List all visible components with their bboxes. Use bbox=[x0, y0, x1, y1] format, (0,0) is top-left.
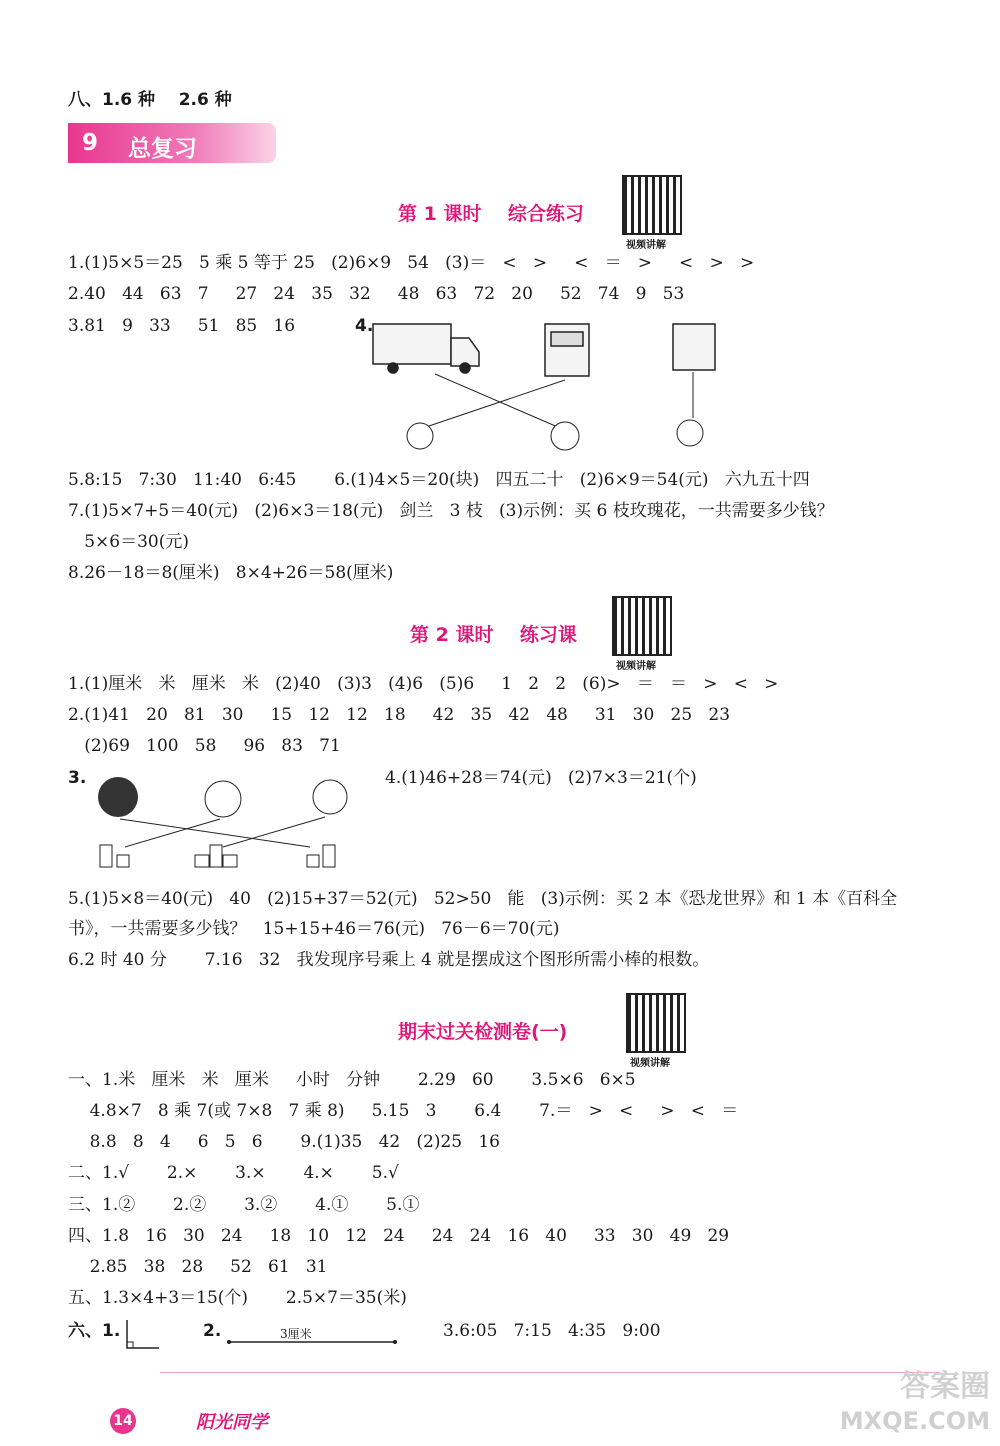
exam-1b: 4.8×7 8 乘 7(或 7×8 7 乘 8) 5.15 3 6.4 7.＝ > < > < ＝ bbox=[68, 1101, 739, 1121]
page-number: 14 bbox=[110, 1408, 136, 1434]
qr-code-icon-3[interactable] bbox=[626, 993, 686, 1053]
l2-q6-7: 6.2 时 40 分 7.16 32 我发现序号乘上 4 就是摆成这个图形所需小棒的根数。 bbox=[68, 950, 710, 970]
l1-q3: 3.81 9 33 51 85 16 bbox=[68, 316, 296, 336]
qr-code-icon-2[interactable] bbox=[612, 596, 672, 656]
line-segment-figure bbox=[225, 1322, 400, 1352]
section-number: 9 bbox=[82, 130, 99, 156]
section-title: 总复习 bbox=[128, 136, 197, 162]
block-views bbox=[100, 845, 335, 867]
section-banner bbox=[68, 123, 276, 163]
footer-divider bbox=[160, 1372, 940, 1373]
l1-q5-6: 5.8:15 7:30 11:40 6:45 6.(1)4×5＝20(块) 四五二十 (2)6×9＝54(元) 六九五十四 bbox=[68, 470, 810, 490]
exam-1: 一、1.米 厘米 米 厘米 小时 分钟 2.29 60 3.5×6 6×5 bbox=[68, 1070, 636, 1090]
exam-3: 三、1.② 2.② 3.② 4.① 5.① bbox=[68, 1195, 420, 1215]
brand-logo: 阳光同学 bbox=[196, 1412, 268, 1433]
exam-2: 二、1.√ 2.× 3.× 4.× 5.√ bbox=[68, 1163, 399, 1183]
l2-q1: 1.(1)厘米 米 厘米 米 (2)40 (3)3 (4)6 (5)6 1 2 2 (6)> ＝ ＝ > < > bbox=[68, 674, 779, 694]
l2-q5: 5.(1)5×8＝40(元) 40 (2)15+37＝52(元) 52>50 能 (3)示例：买 2 本《恐龙世界》和 1 本《百科全 bbox=[68, 889, 898, 909]
qr-label-3: 视频讲解 bbox=[630, 1058, 670, 1069]
box-truck-icon bbox=[373, 324, 479, 373]
qr-label: 视频讲解 bbox=[626, 240, 666, 251]
girl-face-icon bbox=[551, 422, 579, 450]
l2-q5-cont: 书》，一共需要多少钱？ 15+15+46＝76(元) 76－6＝70(元) bbox=[68, 919, 560, 939]
exam-6-3: 3.6:05 7:15 4:35 9:00 bbox=[443, 1321, 661, 1341]
watermark-line2: MXQE.COM bbox=[839, 1407, 990, 1435]
l1-q7-cont: 5×6＝30(元) bbox=[68, 532, 189, 552]
exam-1c: 8.8 8 4 6 5 6 9.(1)35 42 (2)25 16 bbox=[68, 1132, 500, 1152]
exam-4b: 2.85 38 28 52 61 31 bbox=[68, 1257, 328, 1277]
boy-face-icon-3 bbox=[313, 780, 347, 814]
l1-q7: 7.(1)5×7+5＝40(元) (2)6×3＝18(元) 剑兰 3 枝 (3)示例：买 6 枝玫瑰花，一共需要多少钱？ bbox=[68, 501, 834, 521]
boy-face-icon-2 bbox=[677, 420, 703, 446]
girl-face-icon-3 bbox=[205, 781, 241, 817]
boy-face-icon bbox=[407, 423, 433, 449]
watermark-line1: 答案圈 bbox=[900, 1369, 990, 1404]
truck-rear-icon bbox=[673, 324, 715, 370]
back-head-icon bbox=[98, 777, 138, 817]
watermark bbox=[840, 1370, 990, 1438]
exam-4: 四、1.8 16 30 24 18 10 12 24 24 24 16 40 33 30 49 29 bbox=[68, 1226, 730, 1246]
truck-matching-figure bbox=[365, 318, 765, 458]
right-angle-icon bbox=[125, 1318, 165, 1358]
ruler-label: 3厘米 bbox=[280, 1327, 312, 1341]
qr-label-2: 视频讲解 bbox=[616, 661, 656, 672]
lesson1-title: 第 1 课时 综合练习 bbox=[398, 203, 584, 225]
lesson2-title: 第 2 课时 练习课 bbox=[410, 624, 577, 646]
exam-6-2: 2. bbox=[203, 1321, 222, 1341]
l1-q4-label: 4. bbox=[355, 316, 374, 336]
l1-q1: 1.(1)5×5＝25 5 乘 5 等于 25 (2)6×9 54 (3)＝ < > < ＝ > < > > bbox=[68, 253, 755, 273]
l1-q2: 2.40 44 63 7 27 24 35 32 48 63 72 20 52 74 9 53 bbox=[68, 284, 685, 304]
l2-q2: 2.(1)41 20 81 30 15 12 12 18 42 35 42 48 31 30 25 23 bbox=[68, 705, 731, 725]
l2-q4: 4.(1)46+28＝74(元) (2)7×3＝21(个) bbox=[385, 768, 697, 788]
exam-title: 期末过关检测卷(一) bbox=[398, 1021, 568, 1043]
top-answer-line: 八、1.6 种 2.6 种 bbox=[68, 90, 232, 110]
l2-q2-cont: (2)69 100 58 96 83 71 bbox=[68, 736, 341, 756]
l2-q3-label: 3. bbox=[68, 768, 87, 788]
qr-code-icon[interactable] bbox=[622, 175, 682, 235]
exam-6-1: 六、1. bbox=[68, 1321, 121, 1341]
van-front-icon bbox=[545, 324, 589, 376]
view-matching-figure bbox=[95, 775, 375, 875]
l1-q8: 8.26－18＝8(厘米) 8×4+26＝58(厘米) bbox=[68, 563, 394, 583]
exam-5: 五、1.3×4+3＝15(个) 2.5×7＝35(米) bbox=[68, 1288, 407, 1308]
